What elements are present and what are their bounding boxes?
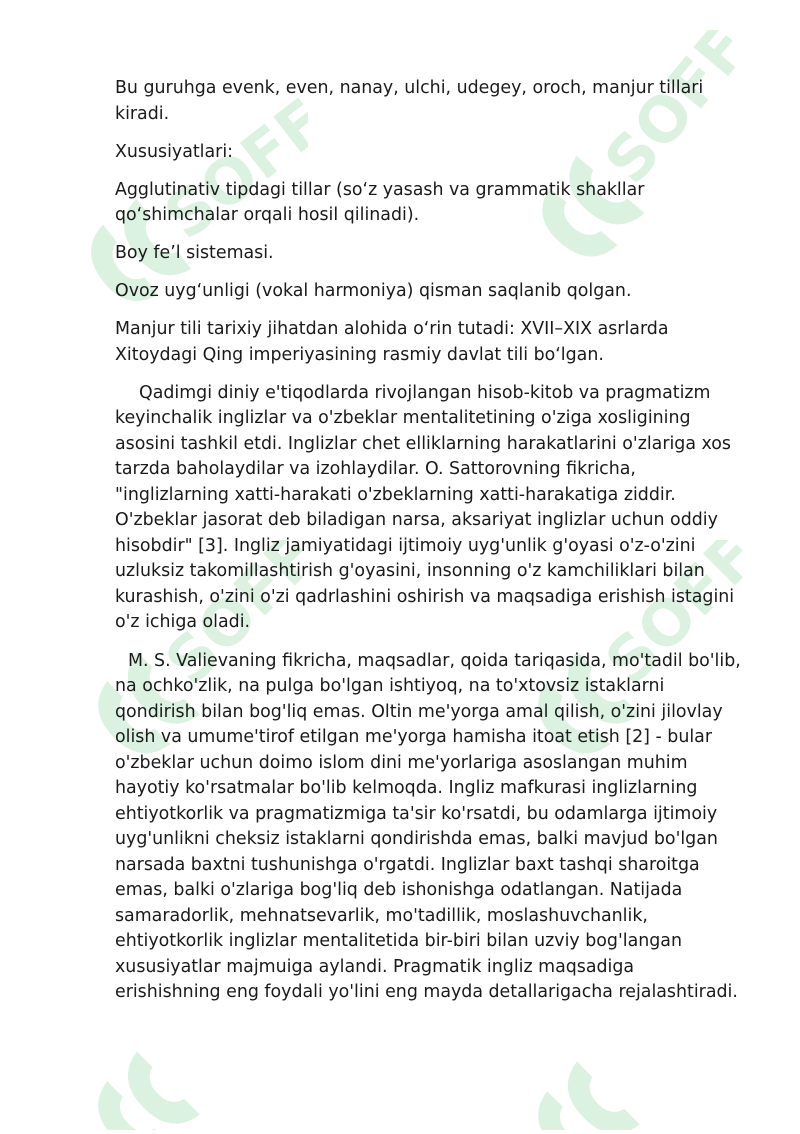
paragraph-vowel-harmony: Ovoz uyg‘unligi (vokal harmoniya) qisman saqlanib qolgan. — [115, 281, 632, 301]
paragraph-verb-system: Boy fe’l sistemasi. — [115, 243, 274, 263]
svg-text:SOFF: SOFF — [590, 30, 750, 198]
svg-text:SOFF: SOFF — [151, 540, 310, 699]
paragraph-manchu-history: Manjur tili tarixiy jihatdan alohida o‘rin tutadi: XVII–XIX asrlarda Xitoydagi Qing imperiyasining rasmiy davlat tili bo‘lgan. — [115, 319, 669, 365]
svg-text:SOFF: SOFF — [150, 98, 308, 254]
document-page — [115, 76, 745, 1006]
paragraph-group-members: Bu guruhga evenk, even, nanay, ulchi, udegey, oroch, manjur tillari kiradi. — [115, 78, 704, 124]
paragraph-mentality: Qadimgi diniy e'tiqodlarda rivojlangan hisob-kitob va pragmatizm keyinchalik inglizlar va o'zbeklar mentalitetining o'ziga xosligining asosini tashkil etdi. Inglizlar chet elliklarning harakatlarini o'zlariga xos tarzda baholaydilar va izohlaydilar. O. Sattorovning fikricha, "inglizlarning xatti-harakati o'zbeklarning xatti-harakatiga ziddir. O'zbeklar jasorat deb biladigan narsa, aksariyat inglizlar uchun oddiy hisobdir" [3]. Ingliz jamiyatidagi ijtimoiy uyg'unlik g'oyasi o'z-o'zini uzluksiz takomillashtirish g'oyasini, insonning o'z kamchiliklari bilan kurashish, o'zini o'zi qadrlashini oshirish va maqsadiga erishish istagini o'z ichiga oladi. — [115, 382, 735, 632]
svg-text:SOFF: SOFF — [591, 540, 750, 699]
paragraph-agglutinative: Agglutinativ tipdagi tillar (so‘z yasash va grammatik shakllar qo‘shimchalar orqali hosil qilinadi). — [115, 179, 645, 225]
paragraph-features-heading: Xususiyatlari: — [115, 141, 234, 162]
paragraph-valieva: M. S. Valievaning fikricha, maqsadlar, qoida tariqasida, mo'tadil bo'lib, na ochko'zlik, na pulga bo'lgan ishtiyoq, na to'xtovsiz istaklarni qondirish bilan bog'liq emas. Oltin me'yorga amal qilish, o'zini jilovlay olish va umume'tirof etilgan me'yorga hamisha itoat etish [2] - bular o'zbeklar uchun doimo islom dini me'yorlariga asoslangan muhim hayotiy ko'rsatmalar bo'lib kelmoqda. Ingliz mafkurasi inglizlarning ehtiyotkorlik va pragmatizmiga ta'sir ko'rsatdi, bu odamlarga ijtimoiy uyg'unlikni cheksiz istaklarni qondirishda emas, balki mavjud bo'lgan narsada baxtni tushunishga o'rgatdi. Inglizlar baxt tashqi sharoitga emas, balki o'zlariga bog'liq deb ishonishga odatlangan. Natijada samaradorlik, mehnatsevarlik, mo'tadillik, moslashuvchanlik, ehtiyotkorlik inglizlar mentalitetida bir-biri bilan uzviy bog'langan xususiyatlar majmuiga aylandi. Pragmatik ingliz maqsadiga erishishning eng foydali yo'lini eng mayda detallarigacha rejalashtiradi. — [115, 650, 741, 1002]
